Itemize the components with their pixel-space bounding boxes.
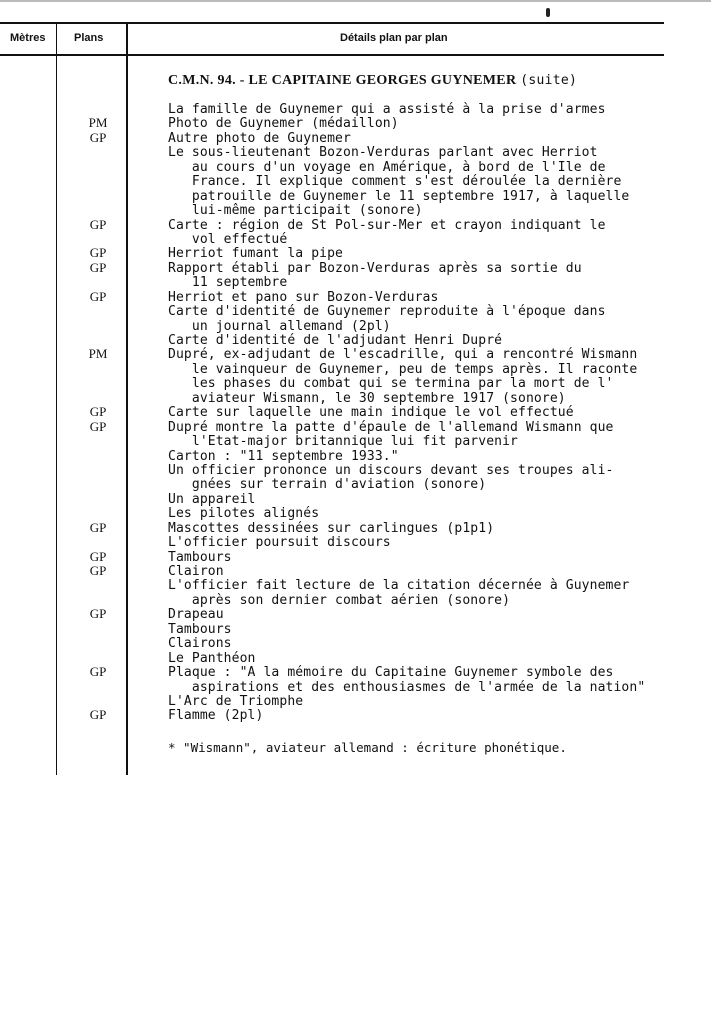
shot-row [0, 189, 711, 203]
shot-detail: lui-même participait (sonore) [168, 203, 423, 219]
shot-row [0, 535, 711, 549]
shot-detail: Clairons [168, 636, 232, 652]
shot-detail: La famille de Guynemer qui a assisté à la prise d'armes [168, 102, 606, 117]
shot-row [0, 174, 711, 188]
shot-row [0, 232, 711, 246]
shot-row [0, 203, 711, 217]
shot-row [0, 160, 711, 174]
shot-detail: Carte : région de St Pol-sur-Mer et crayon indiquant le [168, 217, 606, 233]
shot-row [0, 246, 711, 260]
shot-detail: patrouille de Guynemer le 11 septembre 1917, à laquelle [168, 188, 630, 204]
shot-row [0, 116, 711, 130]
shot-plan: GP [89, 606, 107, 622]
shot-row [0, 290, 711, 304]
shot-plan: GP [89, 563, 107, 578]
shot-row [0, 145, 711, 159]
shot-row [0, 607, 711, 621]
shot-row [0, 477, 711, 491]
shot-detail: gnées sur terrain d'aviation (sonore) [168, 477, 487, 493]
shot-detail: Flamme (2pl) [168, 708, 264, 724]
shot-detail: un journal allemand (2pl) [168, 318, 391, 334]
shot-detail: l'Etat-major britannique lui fit parvenir [168, 434, 519, 450]
shot-row [0, 622, 711, 636]
shot-detail: Clairon [168, 564, 224, 579]
header-rule [0, 54, 664, 56]
shot-detail: aspirations et des enthousiasmes de l'armée de la nation" [168, 679, 646, 695]
section-title-suite: (suite) [520, 73, 578, 88]
shot-row [0, 492, 711, 506]
shot-detail: Photo de Guynemer (médaillon) [168, 116, 399, 132]
shot-plan: GP [89, 216, 107, 232]
shot-detail: Herriot fumant la pipe [168, 246, 344, 262]
shot-row [0, 506, 711, 520]
shot-detail: le vainqueur de Guynemer, peu de temps après. Il raconte [168, 361, 638, 377]
shot-row [0, 593, 711, 607]
shot-detail: Carte d'identité de Guynemer reproduite à l'époque dans [168, 304, 606, 320]
shot-detail: Dupré, ex-adjudant de l'escadrille, qui a rencontré Wismann [168, 347, 638, 363]
top-rule [0, 22, 664, 24]
shot-detail: Dupré montre la patte d'épaule de l'allemand Wismann que [168, 419, 614, 435]
scan-speck [546, 8, 550, 17]
shot-row [0, 391, 711, 405]
shot-row [0, 218, 711, 232]
shot-detail: Carte d'identité de l'adjudant Henri Dupré [168, 333, 503, 348]
shot-plan: GP [89, 418, 107, 434]
shot-detail: 11 septembre [168, 275, 288, 291]
shot-plan: GP [89, 245, 107, 261]
shot-detail: Herriot et pano sur Bozon-Verduras [168, 289, 439, 305]
shot-detail: France. Il explique comment s'est déroulée la dernière [168, 174, 622, 190]
shot-row [0, 680, 711, 694]
shot-row [0, 304, 711, 318]
shot-plan: GP [89, 664, 107, 680]
shot-detail: Mascottes dessinées sur carlingues (p1p1) [168, 520, 495, 536]
shot-detail: les phases du combat qui se termina par la mort de l' [168, 376, 614, 392]
shot-row [0, 449, 711, 463]
shot-row [0, 347, 711, 361]
shot-detail: Carton : "11 septembre 1933." [168, 448, 399, 464]
shot-detail: Les pilotes alignés [168, 506, 320, 522]
shot-row [0, 434, 711, 448]
shot-list [0, 102, 711, 723]
footnote: * "Wismann", aviateur allemand : écriture phonétique. [168, 740, 567, 755]
shot-detail: Autre photo de Guynemer [168, 130, 351, 146]
shot-row [0, 362, 711, 376]
section-title [168, 73, 577, 89]
shot-row [0, 261, 711, 275]
shot-plan: GP [89, 519, 107, 535]
shot-plan: GP [89, 404, 107, 420]
shot-detail: Drapeau [168, 607, 224, 623]
header-metres: Mètres [10, 32, 46, 44]
shot-plan: GP [89, 259, 107, 275]
shot-row [0, 463, 711, 477]
shot-row [0, 333, 711, 347]
shot-detail: Le sous-lieutenant Bozon-Verduras parlant avec Herriot [168, 145, 598, 161]
shot-plan: GP [89, 707, 107, 723]
section-title-main: C.M.N. 94. - LE CAPITAINE GEORGES GUYNEMER [168, 73, 517, 88]
shot-row [0, 636, 711, 650]
shot-detail: Un appareil [168, 491, 256, 507]
shot-row [0, 521, 711, 535]
scan-edge-mark [0, 0, 711, 2]
shot-detail: Tambours [168, 549, 232, 565]
shot-detail: après son dernier combat aérien (sonore) [168, 592, 511, 608]
shot-plan: GP [89, 548, 107, 564]
shot-detail: aviateur Wismann, le 30 septembre 1917 (sonore) [168, 390, 566, 406]
shot-detail: Carte sur laquelle une main indique le vol effectué [168, 405, 574, 421]
shot-detail: Plaque : "A la mémoire du Capitaine Guynemer symbole des [168, 665, 614, 681]
shot-row [0, 131, 711, 145]
shot-row [0, 275, 711, 289]
shot-detail: L'officier poursuit discours [168, 535, 391, 551]
shot-row [0, 550, 711, 564]
shot-detail: au cours d'un voyage en Amérique, à bord de l'Ile de [168, 159, 606, 175]
shot-detail: Un officier prononce un discours devant ses troupes ali- [168, 462, 614, 478]
shot-detail: Tambours [168, 621, 232, 637]
shot-row [0, 405, 711, 419]
shot-row [0, 420, 711, 434]
shot-detail: Le Panthéon [168, 650, 256, 666]
shot-row [0, 694, 711, 708]
header-details: Détails plan par plan [340, 32, 448, 44]
header-plans: Plans [74, 32, 104, 44]
shot-plan: GP [89, 288, 107, 304]
shot-row [0, 102, 711, 116]
shot-row [0, 376, 711, 390]
shot-row [0, 578, 711, 592]
shot-plan: PM [88, 346, 108, 362]
shot-row [0, 665, 711, 679]
shot-detail: Rapport établi par Bozon-Verduras après sa sortie du [168, 260, 582, 276]
shot-row [0, 708, 711, 722]
shot-row [0, 319, 711, 333]
shot-row [0, 651, 711, 665]
shot-detail: L'officier fait lecture de la citation décernée à Guynemer [168, 578, 630, 594]
shot-plan: PM [88, 115, 108, 131]
shot-detail: vol effectué [168, 231, 288, 247]
shot-row [0, 564, 711, 578]
shot-detail: L'Arc de Triomphe [168, 693, 304, 709]
shot-plan: GP [89, 129, 107, 145]
